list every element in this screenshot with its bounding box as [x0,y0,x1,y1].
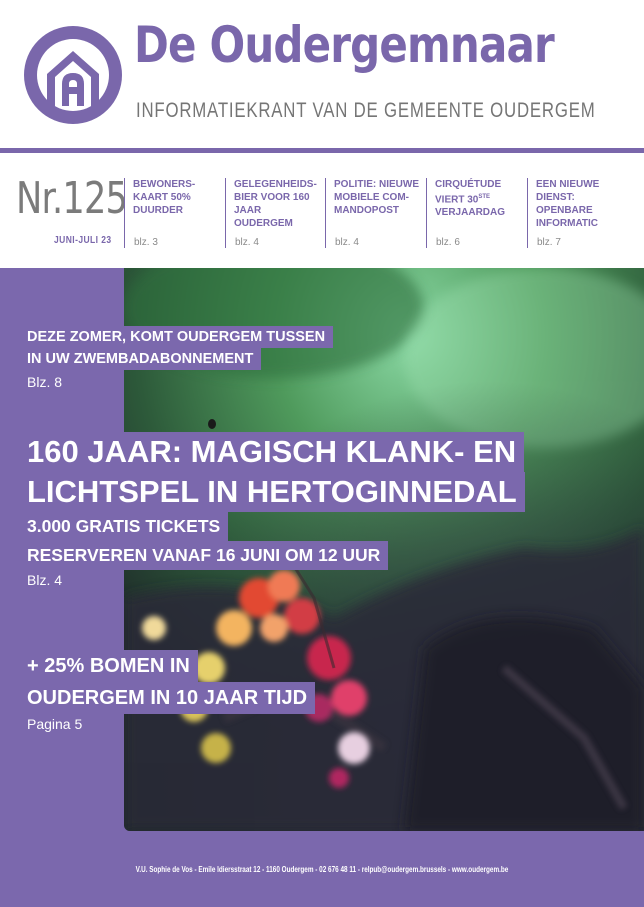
toc-page: blz. 6 [436,237,460,248]
headline-trees[interactable] [27,650,315,734]
toc-title [435,178,515,219]
toc-page: blz. 4 [335,237,359,248]
toc-title: BEWONERS-KAART 50% DUURDER [133,179,196,216]
toc-item-informatics[interactable] [527,178,637,248]
headline-pool-ref: Blz. 8 [27,372,70,392]
headline-main[interactable] [27,432,525,590]
toc-item-cirquetude[interactable] [426,178,521,248]
toc-item-beer[interactable] [225,178,317,248]
headline-pool-line1: DEZE ZOMER, KOMT OUDERGEM TUSSEN [27,326,333,348]
headline-main-line1: 160 JAAR: MAGISCH KLANK- EN [27,432,524,472]
toc-title-end: VERJAARDAG [435,207,506,219]
toc-title: EEN NIEUWE DIENST: OPENBARE INFORMATIC [536,179,600,229]
issue-bar [0,153,644,268]
headline-main-line2: LICHTSPEL IN HERTOGINNEDAL [27,472,525,512]
toc-item-police[interactable] [325,178,420,248]
headline-main-ref: Blz. 4 [27,570,70,590]
masthead [0,0,644,148]
issue-number: Nr.125 [16,173,128,224]
publication-subtitle: INFORMATIEKRANT VAN DE GEMEENTE OUDERGEM [136,99,596,122]
headline-main-sub1: 3.000 GRATIS TICKETS [27,512,228,541]
headline-trees-line2: OUDERGEM IN 10 JAAR TIJD [27,682,315,714]
toc-title: GELEGENHEIDS-BIER VOOR 160 JAAR OUDERGEM [234,179,317,229]
publication-title: De Oudergemnaar [134,16,554,74]
headline-trees-line1: + 25% BOMEN IN [27,650,198,682]
toc-item-resident-card[interactable] [124,178,212,248]
toc-title-main: CIRQUÉTUDE VIERT 30 [435,179,502,206]
publisher-credit: V.U. Sophie de Vos - Emile Idiersstraat 12 - 1160 Oudergem - 02 676 48 11 - relpub@oudergem.brussels - www.oudergem.be [135,864,509,874]
cover-hero [0,268,644,907]
headline-main-sub2: RESERVEREN VANAF 16 JUNI OM 12 UUR [27,541,388,570]
toc-title: POLITIE: NIEUWE MOBIELE COM-MANDOPOST [334,179,419,216]
toc-page: blz. 7 [537,237,561,248]
toc-page: blz. 3 [134,237,158,248]
headline-trees-ref: Pagina 5 [27,714,90,734]
toc-title-sup: STE [478,194,491,200]
headline-pool-line2: IN UW ZWEMBADABONNEMENT [27,348,261,370]
toc-page: blz. 4 [235,237,259,248]
house-logo-icon [22,24,124,126]
headline-pool[interactable] [27,326,333,392]
issue-date: JUNI-JULI 23 [54,235,112,246]
